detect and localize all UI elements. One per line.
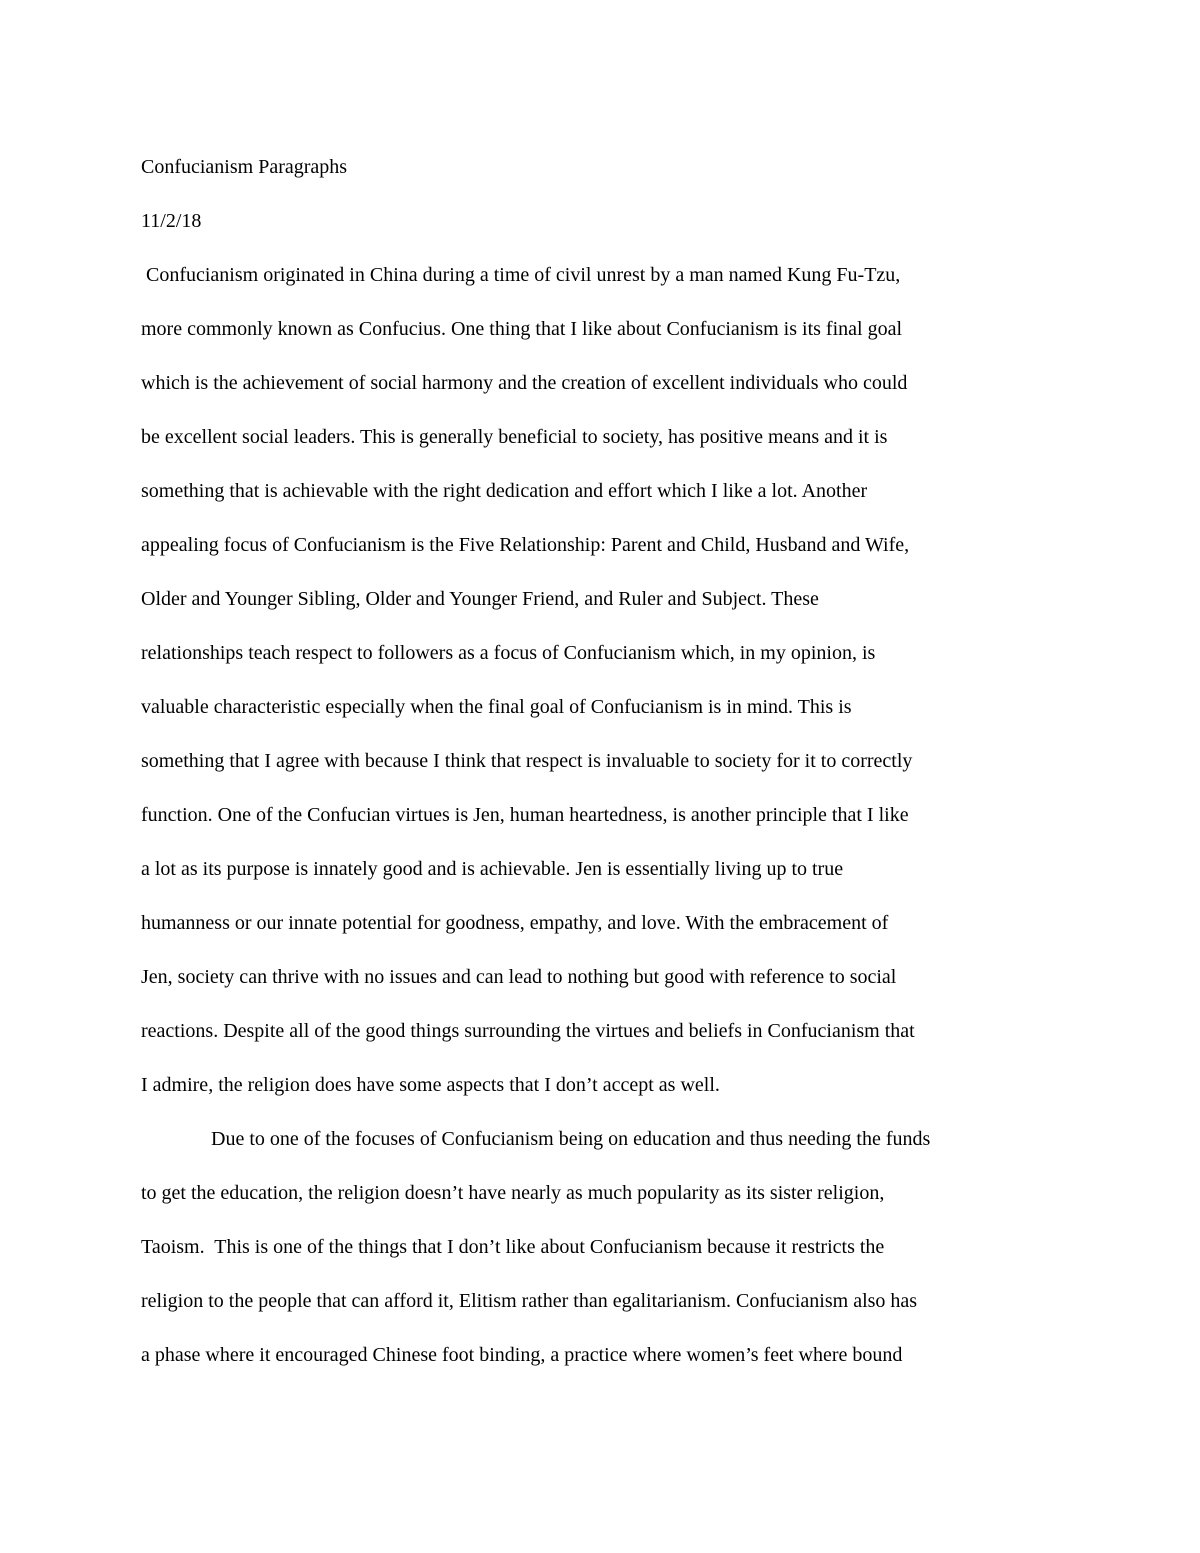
paragraph-2 [141,1112,1081,1382]
paragraph-line: religion to the people that can afford it, Elitism rather than egalitarianism. Confucianism also has [141,1290,918,1312]
paragraph-line: Jen, society can thrive with no issues and can lead to nothing but good with reference to social [141,966,897,988]
paragraph-1 [141,248,1081,1112]
paragraph-line: Due to one of the focuses of Confucianism being on education and thus needing the funds [211,1128,931,1150]
paragraph-line: Taoism. This is one of the things that I don’t like about Confucianism because it restricts the [141,1236,885,1258]
paragraph-line: Confucianism originated in China during a time of civil unrest by a man named Kung Fu-Tzu, [141,264,901,286]
paragraph-line: a lot as its purpose is innately good and is achievable. Jen is essentially living up to true [141,858,844,880]
paragraph-line: something that is achievable with the right dedication and effort which I like a lot. Another [141,480,868,502]
paragraph-line: valuable characteristic especially when the final goal of Confucianism is in mind. This is [141,696,852,718]
document-body [141,140,1081,1382]
paragraph-line: be excellent social leaders. This is generally beneficial to society, has positive means and it is [141,426,888,448]
paragraph-line: a phase where it encouraged Chinese foot binding, a practice where women’s feet where bound [141,1344,903,1366]
paragraph-line: to get the education, the religion doesn’t have nearly as much popularity as its sister religion, [141,1182,885,1204]
paragraph-line: more commonly known as Confucius. One thing that I like about Confucianism is its final goal [141,318,902,340]
paragraph-line: function. One of the Confucian virtues is Jen, human heartedness, is another principle that I like [141,804,909,826]
paragraph-line: I admire, the religion does have some aspects that I don’t accept as well. [141,1074,720,1096]
paragraph-line: appealing focus of Confucianism is the Five Relationship: Parent and Child, Husband and Wife, [141,534,910,556]
paragraph-line: Older and Younger Sibling, Older and Younger Friend, and Ruler and Subject. These [141,588,819,610]
paragraph-line: reactions. Despite all of the good things surrounding the virtues and beliefs in Confucianism that [141,1020,915,1042]
document-date: 11/2/18 [141,210,202,232]
paragraph-line: relationships teach respect to followers as a focus of Confucianism which, in my opinion, is [141,642,876,664]
paragraph-line: humanness or our innate potential for goodness, empathy, and love. With the embracement of [141,912,889,934]
paragraph-line: something that I agree with because I think that respect is invaluable to society for it to correctly [141,750,913,772]
document-title: Confucianism Paragraphs [141,156,348,178]
paragraph-line: which is the achievement of social harmony and the creation of excellent individuals who could [141,372,908,394]
